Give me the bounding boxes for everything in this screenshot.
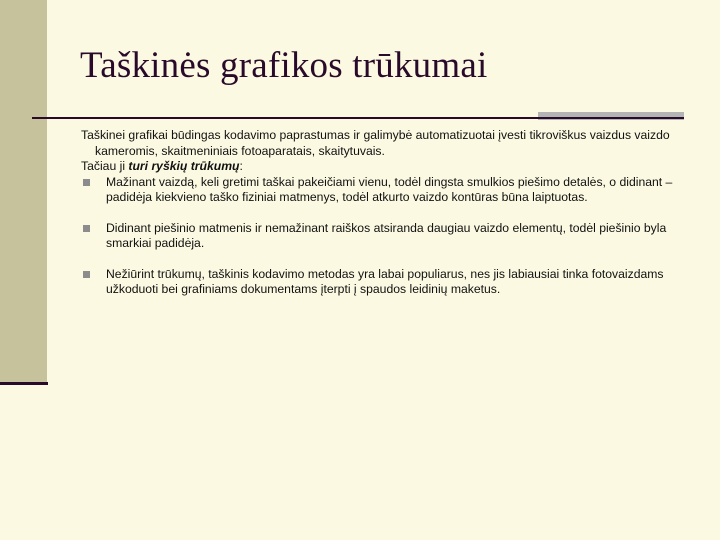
slide-body [81,128,681,298]
drawbacks-list [81,175,681,298]
drawbacks-emphasis: turi ryškių trūkumų [128,159,240,173]
title-rule-gray-underline [538,117,684,119]
drawbacks-intro-paragraph [81,159,681,175]
left-decorative-bar [0,0,47,384]
list-item [81,175,681,206]
square-bullet-icon [83,179,90,186]
list-item-text: Nežiūrint trūkumų, taškinis kodavimo metodas yra labai populiarus, nes jis labiausiai tinka fotovaizdams užkoduoti bei grafiniams dokumentams įterpti į spaudos leidinių maketus. [106,266,664,296]
list-item-text: Mažinant vaizdą, keli gretimi taškai pakeičiami vienu, todėl dingsta smulkios piešimo detalės, o didinant – padidėja kiekvieno taško fiziniai matmenys, todėl atkurto vaizdo kontūras būna laiptuotas. [106,174,673,204]
left-bar-underline [0,382,48,385]
square-bullet-icon [83,225,90,232]
list-item-text: Didinant piešinio matmenis ir nemažinant raiškos atsiranda daugiau vaizdo elementų, todėl piešinio byla smarkiai padidėja. [106,220,667,250]
title-rule-dark [32,117,538,119]
list-item [81,221,681,252]
list-item [81,267,681,298]
drawbacks-intro-suffix: : [239,159,243,173]
slide-title: Taškinės grafikos trūkumai [80,45,488,86]
intro-paragraph: Taškinei grafikai būdingas kodavimo paprastumas ir galimybė automatizuotai įvesti tikroviškus vaizdus vaizdo kameromis, skaitmeniniais fotoaparatais, skaitytuvais. [81,128,670,158]
square-bullet-icon [83,271,90,278]
drawbacks-intro-prefix: Tačiau ji [81,159,129,173]
